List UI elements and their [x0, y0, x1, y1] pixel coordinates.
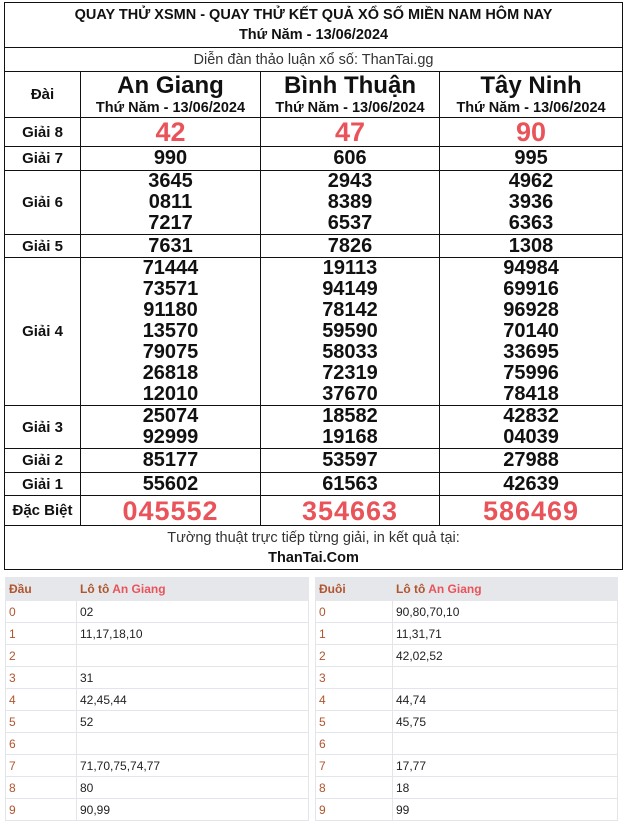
- loto-key: 0: [6, 601, 77, 623]
- prize-result-cell: [261, 118, 440, 147]
- prize-result-cell: [440, 473, 623, 496]
- prize-result-cell: [440, 449, 623, 473]
- loto-values: 90,99: [77, 799, 309, 821]
- loto-row: [6, 799, 309, 821]
- prize-result-cell: [440, 496, 623, 526]
- result-number: 90: [516, 117, 547, 147]
- result-number: 12010: [142, 383, 199, 405]
- result-number: 33695: [503, 341, 559, 363]
- result-number: 78418: [503, 383, 559, 405]
- loto-row: [6, 645, 309, 667]
- result-number: 71444: [142, 257, 199, 279]
- footer-site-link[interactable]: ThanTai.Com: [268, 549, 359, 566]
- result-number: 6537: [327, 212, 373, 234]
- loto-key: 6: [6, 733, 77, 755]
- prize-label: Giải 6: [5, 171, 81, 235]
- loto-dau-table: [5, 577, 309, 821]
- province-date: Thứ Năm - 13/06/2024: [456, 99, 606, 116]
- loto-key: 3: [316, 667, 393, 689]
- result-number: 37670: [322, 383, 378, 405]
- prize-result-cell: [261, 171, 440, 235]
- prize-result-cell: [81, 235, 261, 258]
- prize-result-cell: [261, 147, 440, 171]
- loto-values: 11,31,71: [393, 623, 618, 645]
- prize-row: [5, 147, 623, 171]
- prize-row: [5, 473, 623, 496]
- footer-text: Tường thuật trực tiếp từng giải, in kết quả tại:: [167, 529, 460, 546]
- result-number: 94149: [322, 278, 378, 300]
- result-number: 94984: [503, 257, 559, 279]
- prize-result-cell: [261, 473, 440, 496]
- loto-values: [77, 645, 309, 667]
- prize-label: Giải 8: [5, 118, 81, 147]
- result-number: 69916: [503, 278, 559, 300]
- loto-key: 4: [6, 689, 77, 711]
- result-number: 42832: [503, 405, 559, 427]
- result-number: 92999: [142, 426, 199, 448]
- province-name[interactable]: An Giang: [117, 71, 224, 99]
- loto-row: [316, 777, 618, 799]
- prize-label: Giải 7: [5, 147, 81, 171]
- prize-result-cell: [440, 235, 623, 258]
- loto-col-label: Lô tô: [396, 582, 429, 596]
- loto-row: [316, 645, 618, 667]
- loto-values: 71,70,75,74,77: [77, 755, 309, 777]
- prize-label: Giải 1: [5, 473, 81, 496]
- province-header-row: [5, 72, 623, 118]
- loto-row: [316, 601, 618, 623]
- loto-row: [6, 689, 309, 711]
- loto-key: 1: [6, 623, 77, 645]
- loto-values: 52: [77, 711, 309, 733]
- result-number: 6363: [508, 212, 554, 234]
- loto-key: 2: [316, 645, 393, 667]
- result-number: 19168: [322, 426, 378, 448]
- loto-key: 6: [316, 733, 393, 755]
- prize-row: [5, 449, 623, 473]
- province-date: Thứ Năm - 13/06/2024: [275, 99, 425, 116]
- loto-values: 42,45,44: [77, 689, 309, 711]
- result-number: 045552: [122, 495, 219, 526]
- result-number: 8389: [327, 191, 373, 213]
- prize-label: Đặc Biệt: [5, 496, 81, 526]
- forum-link[interactable]: Diễn đàn thảo luận xổ số: ThanTai.gg: [5, 48, 623, 72]
- prize-label: Giải 3: [5, 406, 81, 449]
- result-number: 0811: [148, 191, 193, 213]
- results-table: [4, 2, 623, 570]
- loto-row: [6, 601, 309, 623]
- loto-values: 45,75: [393, 711, 618, 733]
- loto-col-province-name: An Giang: [112, 582, 166, 596]
- loto-col-duoi: Đuôi: [316, 578, 393, 601]
- prize-result-cell: [81, 473, 261, 496]
- prize-result-cell: [261, 406, 440, 449]
- prize-result-cell: [261, 496, 440, 526]
- result-number: 7826: [327, 234, 373, 257]
- prize-row: [5, 171, 623, 235]
- page-title: QUAY THỬ XSMN - QUAY THỬ KẾT QUẢ XỔ SỐ MIỀN NAM HÔM NAY: [74, 7, 553, 23]
- prize-result-cell: [261, 235, 440, 258]
- loto-values: 99: [393, 799, 618, 821]
- prize-result-cell: [81, 118, 261, 147]
- loto-values: 18: [393, 777, 618, 799]
- prize-result-cell: [261, 449, 440, 473]
- loto-row: [316, 733, 618, 755]
- loto-key: 7: [316, 755, 393, 777]
- province-header: [261, 72, 440, 118]
- province-header: [440, 72, 623, 118]
- title-block: [5, 3, 623, 48]
- prize-result-cell: [440, 147, 623, 171]
- loto-values: [393, 667, 618, 689]
- loto-key: 5: [6, 711, 77, 733]
- result-number: 96928: [503, 299, 559, 321]
- page-date: Thứ Năm - 13/06/2024: [238, 27, 389, 43]
- loto-row: [6, 777, 309, 799]
- result-number: 79075: [142, 341, 199, 363]
- result-number: 990: [153, 147, 188, 169]
- result-number: 26818: [142, 362, 199, 384]
- result-number: 72319: [322, 362, 378, 384]
- result-number: 3936: [508, 191, 554, 213]
- loto-row: [6, 755, 309, 777]
- prize-result-cell: [440, 118, 623, 147]
- loto-values: 11,17,18,10: [77, 623, 309, 645]
- loto-col-province: [77, 578, 309, 601]
- loto-row: [6, 623, 309, 645]
- province-header: [81, 72, 261, 118]
- loto-values: 42,02,52: [393, 645, 618, 667]
- result-number: 58033: [322, 341, 378, 363]
- result-number: 18582: [322, 405, 378, 427]
- loto-row: [316, 667, 618, 689]
- loto-key: 1: [316, 623, 393, 645]
- result-number: 7217: [148, 212, 193, 234]
- province-name[interactable]: Bình Thuận: [284, 71, 416, 99]
- result-number: 55602: [142, 472, 199, 495]
- result-number: 75996: [503, 362, 559, 384]
- loto-values: 90,80,70,10: [393, 601, 618, 623]
- loto-row: [316, 755, 618, 777]
- prize-row: [5, 258, 623, 406]
- loto-row: [6, 667, 309, 689]
- result-number: 73571: [142, 278, 199, 300]
- result-number: 53597: [322, 449, 378, 471]
- result-number: 7631: [148, 234, 193, 257]
- loto-key: 9: [316, 799, 393, 821]
- province-date: Thứ Năm - 13/06/2024: [95, 99, 246, 116]
- prize-result-cell: [440, 171, 623, 235]
- result-number: 1308: [508, 234, 554, 257]
- result-number: 04039: [503, 426, 559, 448]
- prize-result-cell: [81, 147, 261, 171]
- result-number: 85177: [142, 449, 199, 471]
- prize-row: [5, 235, 623, 258]
- prize-result-cell: [81, 496, 261, 526]
- loto-values: [393, 733, 618, 755]
- loto-col-province: [393, 578, 618, 601]
- loto-row: [6, 733, 309, 755]
- loto-key: 3: [6, 667, 77, 689]
- loto-row: [6, 711, 309, 733]
- loto-col-dau: Đầu: [6, 578, 77, 601]
- loto-header-row: [6, 578, 309, 601]
- result-number: 25074: [142, 405, 199, 427]
- result-number: 27988: [503, 449, 559, 471]
- result-number: 61563: [322, 472, 378, 495]
- result-number: 4962: [508, 170, 554, 192]
- loto-key: 8: [6, 777, 77, 799]
- prize-row: [5, 406, 623, 449]
- prize-result-cell: [440, 406, 623, 449]
- result-number: 59590: [322, 320, 378, 342]
- result-number: 13570: [142, 320, 199, 342]
- prize-result-cell: [81, 258, 261, 406]
- province-name[interactable]: Tây Ninh: [480, 71, 582, 99]
- loto-values: 17,77: [393, 755, 618, 777]
- result-number: 42: [155, 117, 186, 147]
- loto-values: 80: [77, 777, 309, 799]
- result-number: 2943: [327, 170, 373, 192]
- loto-header-row: [316, 578, 618, 601]
- result-number: 78142: [322, 299, 378, 321]
- loto-key: 5: [316, 711, 393, 733]
- result-number: 606: [333, 147, 367, 169]
- prize-row: [5, 118, 623, 147]
- prize-result-cell: [81, 406, 261, 449]
- result-number: 3645: [148, 170, 193, 192]
- loto-key: 0: [316, 601, 393, 623]
- result-number: 70140: [503, 320, 559, 342]
- prize-label: Giải 5: [5, 235, 81, 258]
- loto-row: [316, 799, 618, 821]
- prize-result-cell: [261, 258, 440, 406]
- loto-duoi-table: [315, 577, 618, 821]
- prize-label: Giải 4: [5, 258, 81, 406]
- loto-row: [316, 689, 618, 711]
- loto-key: 8: [316, 777, 393, 799]
- result-number: 91180: [143, 299, 198, 321]
- loto-key: 2: [6, 645, 77, 667]
- loto-values: 44,74: [393, 689, 618, 711]
- loto-col-label: Lô tô: [80, 582, 113, 596]
- loto-key: 7: [6, 755, 77, 777]
- dai-label: Đài: [5, 72, 81, 118]
- result-number: 354663: [301, 495, 399, 526]
- loto-values: 02: [77, 601, 309, 623]
- result-number: 19113: [322, 257, 378, 279]
- loto-row: [316, 711, 618, 733]
- prize-row: [5, 496, 623, 526]
- prize-result-cell: [81, 171, 261, 235]
- loto-key: 9: [6, 799, 77, 821]
- loto-values: [77, 733, 309, 755]
- loto-col-province-name: An Giang: [428, 582, 482, 596]
- result-number: 42639: [503, 472, 559, 495]
- loto-row: [316, 623, 618, 645]
- result-number: 47: [334, 117, 366, 147]
- prize-result-cell: [81, 449, 261, 473]
- footer-block: [5, 526, 623, 570]
- prize-label: Giải 2: [5, 449, 81, 473]
- result-number: 995: [514, 147, 548, 169]
- loto-values: 31: [77, 667, 309, 689]
- loto-key: 4: [316, 689, 393, 711]
- result-number: 586469: [482, 495, 580, 526]
- prize-result-cell: [440, 258, 623, 406]
